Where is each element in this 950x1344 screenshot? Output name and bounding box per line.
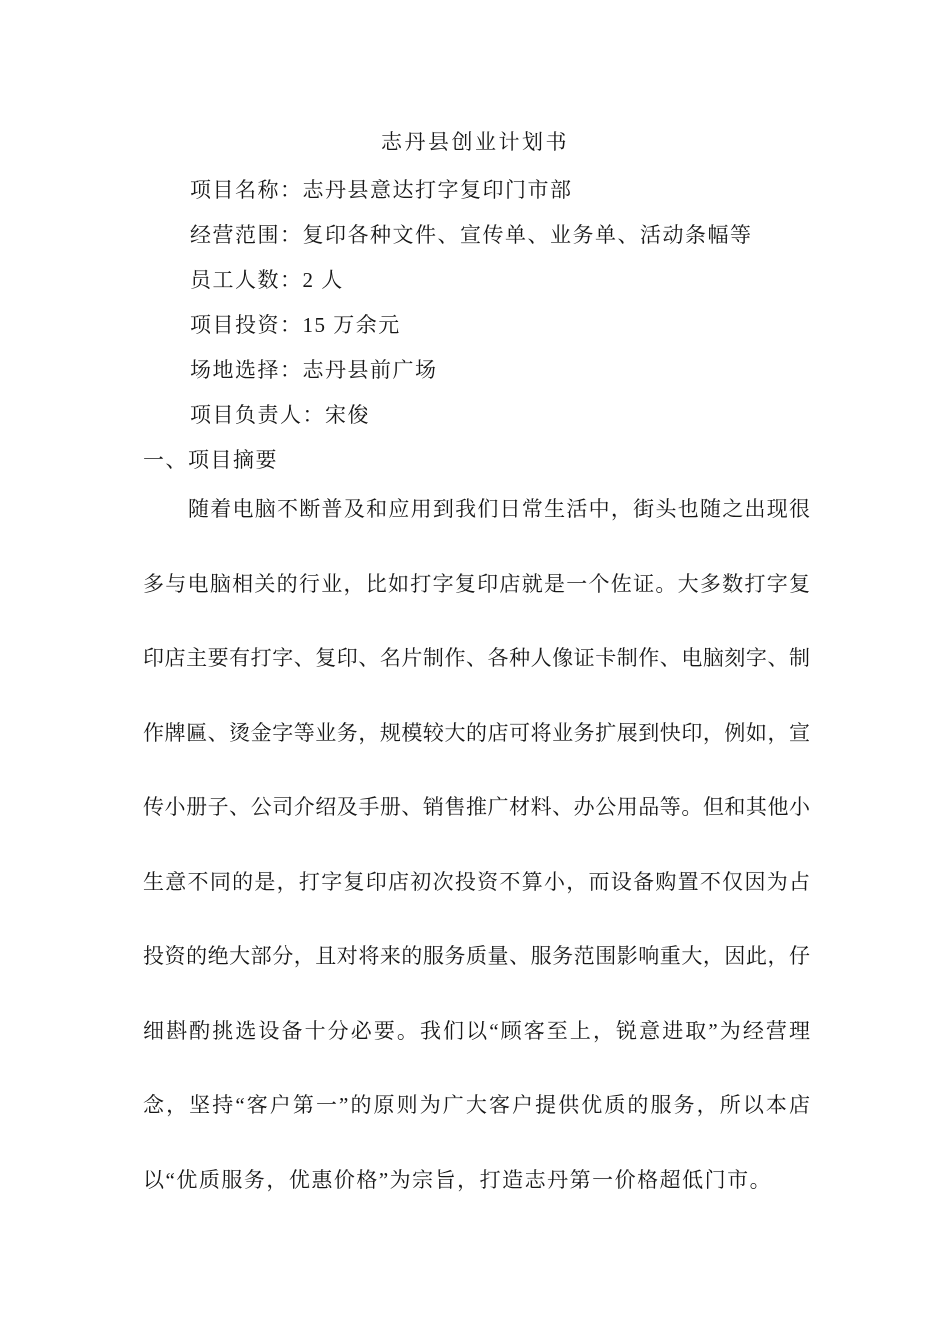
paragraph-line: 多与电脑相关的行业，比如打字复印店就是一个佐证。大多数打字复 [143,571,810,596]
document-title: 志丹县创业计划书 [381,130,569,154]
paragraph-line: 印店主要有打字、复印、名片制作、各种人像证卡制作、电脑刻字、制 [143,646,810,670]
info-line-investment: 项目投资：15 万余元 [190,313,401,337]
paragraph-line: 念，坚持“客户第一”的原则为广大客户提供优质的服务，所以本店 [143,1093,810,1117]
info-line-business-scope: 经营范围：复印各种文件、宣传单、业务单、活动条幅等 [190,223,753,247]
info-line-project-name: 项目名称：志丹县意达打字复印门市部 [190,178,573,202]
paragraph-line: 作牌匾、烫金字等业务，规模较大的店可将业务扩展到快印，例如，宣 [143,720,810,745]
info-line-staff-count: 员工人数：2 人 [190,268,344,292]
section-heading-project-summary: 一、项目摘要 [143,448,278,472]
paragraph-line: 生意不同的是，打字复印店初次投资不算小，而设备购置不仅因为占 [143,869,810,894]
summary-paragraph [143,498,810,1243]
paragraph-line: 以“优质服务，优惠价格”为宗旨，打造志丹第一价格超低门市。 [143,1167,773,1192]
paragraph-line: 传小册子、公司介绍及手册、销售推广材料、办公用品等。但和其他小 [143,795,810,819]
paragraph-line: 投资的绝大部分，且对将来的服务质量、服务范围影响重大，因此，仔 [143,944,810,968]
info-line-person-in-charge: 项目负责人：宋俊 [190,403,370,427]
project-info-block [190,179,950,449]
paragraph-line: 细斟酌挑选设备十分必要。我们以“顾客至上，锐意进取”为经营理 [143,1018,810,1043]
paragraph-line: 随着电脑不断普及和应用到我们日常生活中，街头也随之出现很 [188,497,810,521]
info-line-location: 场地选择：志丹县前广场 [190,358,438,382]
